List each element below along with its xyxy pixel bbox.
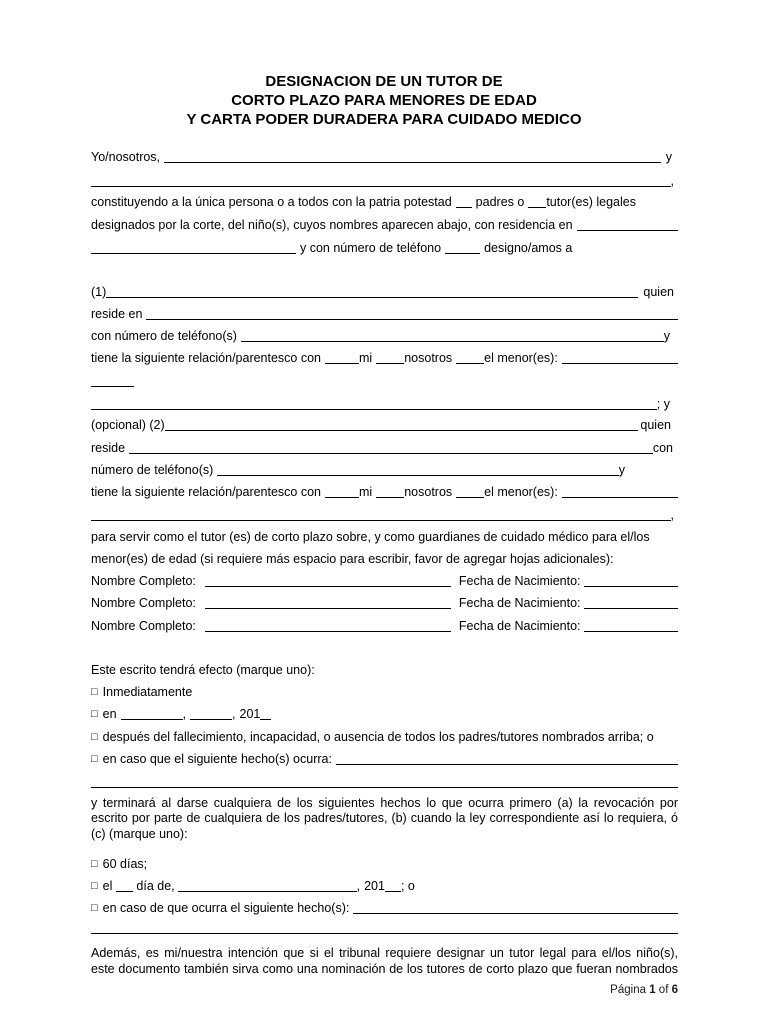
- nomination-line-1: Además, es mi/nuestra intención que si el tribunal requiere designar un tutor legal para el/los niño(s),: [91, 946, 678, 960]
- date-dia-de-text: día de,: [136, 879, 175, 893]
- tutor-1-phone-end: y: [663, 329, 670, 343]
- effect-option-date: [91, 706, 678, 722]
- termination-line-1: y terminará al darse cualquiera de los siguientes hechos lo que ocurra primero (a) la revocación por: [91, 796, 678, 810]
- minors-intro-line-2: menor(es) de edad (si requiere más espacio para escribir, favor de agregar hojas adicionales):: [91, 552, 614, 566]
- parents-name-line: [91, 149, 678, 165]
- page-of-label: of: [658, 984, 669, 996]
- effect-option-after-death: [91, 729, 678, 745]
- nomination-line-2: este documento también sirva como una nominación de los tutores de corto plazo que fueran nombrados: [91, 962, 678, 976]
- tutor-1-address-blank: [146, 306, 678, 320]
- full-name-label: Nombre Completo:: [91, 619, 196, 633]
- checkbox-icon: □: [91, 686, 98, 698]
- telefono-text: y con número de teléfono: [300, 241, 442, 255]
- event-blank: [336, 751, 678, 765]
- tutor-1-name-blank: [106, 284, 638, 298]
- term-month-blank: [178, 878, 357, 892]
- tutor-1-mi-blank: [325, 350, 359, 364]
- termination-line-2: escrito por parte de cualquiera de los padres/tutores, (b) cuando la ley correspondiente así lo requiera, ó: [91, 811, 678, 825]
- term-year-blank: [385, 878, 401, 892]
- patria-potestad-text: constituyendo a la única persona o a todos con la patria potestad: [91, 195, 452, 209]
- full-name-blank: [205, 618, 451, 632]
- birth-date-label: Fecha de Nacimiento:: [458, 619, 581, 633]
- term-event-blank-2: [91, 920, 678, 934]
- full-name-blank: [205, 595, 451, 609]
- tutor-1-label: (1): [91, 285, 107, 299]
- designo-text: designo/amos a: [484, 241, 573, 255]
- date-separator: ,: [356, 879, 361, 893]
- tutor-2-phone-blank: [217, 462, 618, 476]
- tutor-1-reside-text: reside en: [91, 307, 143, 321]
- tutor-1-menor-blank: [456, 350, 484, 364]
- tutor-1-relation-blank-3: [91, 396, 657, 410]
- patria-potestad-line: [91, 194, 678, 210]
- date-en-text: en: [102, 707, 117, 721]
- padres-check-blank: [456, 194, 472, 208]
- tutor-2-reside-text: reside: [91, 441, 126, 455]
- tutor-1-mi-text: mi: [359, 351, 373, 365]
- tutor-2-name-blank: [165, 417, 639, 431]
- full-name-blank: [205, 573, 451, 587]
- term-day-blank: [116, 878, 133, 892]
- tutor-2-name-line: [91, 417, 678, 433]
- birth-date-blank: [584, 573, 679, 587]
- term-date-end: ; o: [400, 879, 415, 893]
- date-el-text: el: [102, 879, 113, 893]
- comma: ,: [670, 174, 674, 188]
- tutor-2-reside-line: [91, 440, 678, 456]
- full-name-label: Nombre Completo:: [91, 574, 196, 588]
- title-line-3: Y CARTA PODER DURADERA PARA CUIDADO MEDICO: [186, 111, 582, 128]
- tutor-2-nosotros-text: nosotros: [404, 485, 453, 499]
- term-year-prefix: 201: [364, 879, 385, 893]
- tutor-2-relation-line: [91, 484, 678, 500]
- tutor-1-quien: quien: [643, 285, 674, 299]
- conjunction-y: y: [665, 150, 672, 164]
- tutor-1-menor-text: el menor(es):: [484, 351, 558, 365]
- after-death-text: después del fallecimiento, incapacidad, o ausencia de todos los padres/tutores nombrados arriba; o: [102, 730, 654, 744]
- tutor-2-phone-line: [91, 462, 678, 478]
- tutor-2-menor-text: el menor(es):: [484, 485, 558, 499]
- termination-event-line-2: [91, 920, 678, 936]
- tutores-legales-text: tutor(es) legales: [546, 195, 636, 209]
- title-line-1: DESIGNACION DE UN TUTOR DE: [265, 73, 503, 90]
- page-label: Página: [610, 984, 646, 996]
- effect-option-event: [91, 751, 678, 767]
- tutor-1-name-line: [91, 284, 678, 300]
- residencia-text: designados por la corte, del niño(s), cuyos nombres aparecen abajo, con residencia en: [91, 218, 573, 232]
- tutor-1-reside-line: [91, 306, 678, 322]
- telefono-blank: [445, 240, 480, 254]
- date-separator: ,: [182, 707, 187, 721]
- effect-event-line-2: [91, 774, 678, 790]
- minors-intro-line-1: para servir como el tutor (es) de corto plazo sobre, y como guardianes de cuidado médico para el/los: [91, 530, 650, 544]
- checkbox-icon: □: [91, 708, 98, 720]
- page-number: [610, 982, 678, 998]
- birth-date-label: Fecha de Nacimiento:: [458, 574, 581, 588]
- parents-name-blank-2: [91, 173, 671, 187]
- title-line-2: CORTO PLAZO PARA MENORES DE EDAD: [231, 92, 537, 109]
- page-current: 1: [649, 984, 656, 996]
- termination-line-3: (c) (marque uno):: [91, 827, 188, 841]
- term-event-blank: [353, 900, 678, 914]
- term-event-text: en caso de que ocurra el siguiente hecho(s):: [102, 901, 350, 915]
- tutor-1-phone-blank: [241, 328, 664, 342]
- tutor-2-end-text: ,: [670, 508, 674, 522]
- tutor-1-end-text: ; y: [656, 397, 670, 411]
- birth-date-blank: [584, 595, 679, 609]
- immediately-text: Inmediatamente: [102, 685, 193, 699]
- date-day-blank: [190, 706, 232, 720]
- tutor-1-relation-line-2: [91, 373, 678, 389]
- tutor-1-nosotros-blank: [376, 350, 404, 364]
- tutor-2-quien: quien: [640, 418, 671, 432]
- minor-entry-row: [91, 573, 678, 589]
- tutor-2-reside-end: con: [652, 441, 673, 455]
- tutor-2-nosotros-blank: [376, 484, 404, 498]
- tutor-2-mi-text: mi: [359, 485, 373, 499]
- tutor-1-relation-text: tiene la siguiente relación/parentesco con: [91, 351, 322, 365]
- checkbox-icon: □: [91, 731, 98, 743]
- document-title: [0, 72, 768, 129]
- tutor-1-relation-blank-2: [91, 373, 134, 387]
- tutor-2-relation-blank: [562, 484, 678, 498]
- minor-entry-row: [91, 595, 678, 611]
- event-blank-2: [91, 774, 678, 788]
- date-month-blank: [121, 706, 183, 720]
- tutor-2-address-blank: [129, 440, 653, 454]
- yo-nosotros-label: Yo/nosotros,: [91, 150, 161, 164]
- tutores-check-blank: [528, 194, 546, 208]
- telefono-line: [91, 240, 678, 256]
- tutor-1-relation-blank: [562, 350, 678, 364]
- checkbox-icon: □: [91, 880, 98, 892]
- days-text: 60 días;: [102, 857, 148, 871]
- padres-o-text: padres o: [475, 195, 525, 209]
- termination-option-days: [91, 856, 678, 872]
- page-total: 6: [671, 984, 678, 996]
- event-text: en caso que el siguiente hecho(s) ocurra:: [102, 752, 332, 766]
- residencia-blank: [577, 217, 678, 231]
- tutor-2-phone-end: y: [618, 463, 625, 477]
- birth-date-label: Fecha de Nacimiento:: [458, 596, 581, 610]
- tutor-1-relation-line: [91, 350, 678, 366]
- checkbox-icon: □: [91, 902, 98, 914]
- effect-heading: Este escrito tendrá efecto (marque uno):: [91, 663, 315, 677]
- birth-date-blank: [584, 618, 679, 632]
- tutor-2-end-line: [91, 507, 678, 523]
- effect-option-immediately: [91, 684, 678, 700]
- checkbox-icon: □: [91, 753, 98, 765]
- tutor-2-mi-blank: [325, 484, 359, 498]
- tutor-2-menor-blank: [456, 484, 484, 498]
- termination-option-date: [91, 878, 678, 894]
- tutor-1-nosotros-text: nosotros: [404, 351, 453, 365]
- tutor-2-phone-text: número de teléfono(s): [91, 463, 214, 477]
- tutor-2-label: (opcional) (2): [91, 418, 165, 432]
- date-separator: ,: [232, 707, 236, 721]
- tutor-2-relation-blank-2: [91, 507, 671, 521]
- tutor-1-phone-line: [91, 328, 678, 344]
- tutor-1-end-line: [91, 396, 678, 412]
- tutor-1-phone-text: con número de teléfono(s): [91, 329, 237, 343]
- date-year-blank: [260, 706, 271, 720]
- tutor-2-relation-text: tiene la siguiente relación/parentesco con: [91, 485, 322, 499]
- parents-name-line-2: [91, 173, 678, 189]
- parents-name-blank: [164, 149, 661, 163]
- date-year-prefix: 201: [239, 707, 261, 721]
- residencia-line: [91, 217, 678, 233]
- termination-option-event: [91, 900, 678, 916]
- residencia-blank-2: [91, 240, 296, 254]
- checkbox-icon: □: [91, 858, 98, 870]
- minor-entry-row: [91, 618, 678, 634]
- full-name-label: Nombre Completo:: [91, 596, 196, 610]
